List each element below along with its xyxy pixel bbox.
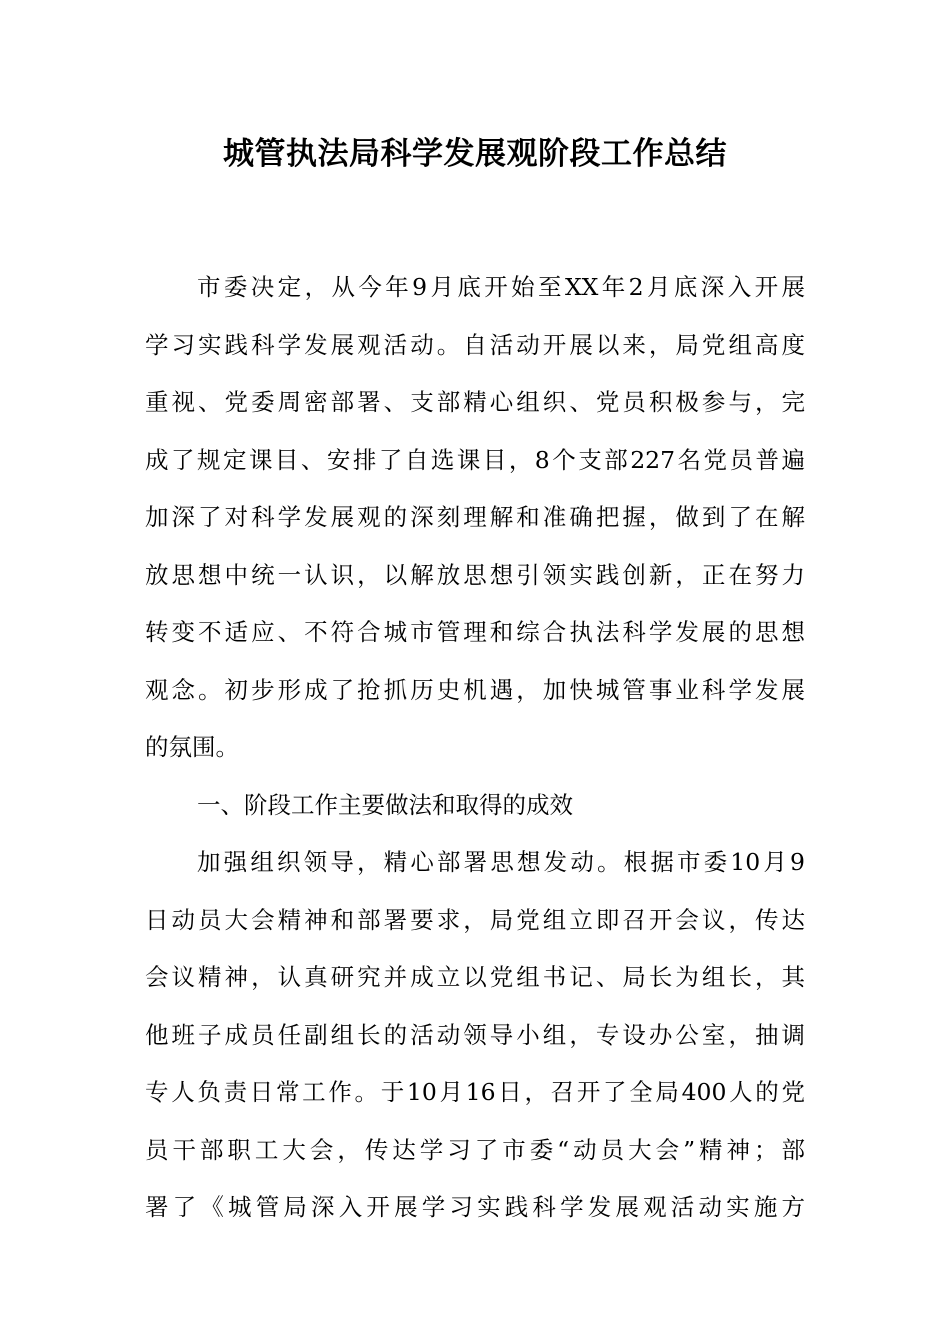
text-line: 成了规定课目、安排了自选课目，8个支部227名党员普遍 — [145, 445, 805, 474]
text-line: 加强组织领导，精心部署思想发动。根据市委10月9 — [197, 848, 805, 876]
text-line: 专人负责日常工作。于10月16日，召开了全局400人的党 — [145, 1078, 805, 1106]
text-line: 会议精神，认真研究并成立以党组书记、局长为组长，其 — [145, 963, 805, 991]
text-line: 的氛围。 — [145, 733, 239, 761]
text-line: 员干部职工大会，传达学习了市委“动员大会”精神；部 — [145, 1135, 805, 1164]
text-line: 加深了对科学发展观的深刻理解和准确把握，做到了在解 — [145, 503, 805, 531]
document-title: 城管执法局科学发展观阶段工作总结 — [223, 136, 727, 172]
text-line: 一、阶段工作主要做法和取得的成效 — [197, 790, 573, 819]
text-line: 放思想中统一认识，以解放思想引领实践创新，正在努力 — [145, 560, 805, 589]
text-line: 转变不适应、不符合城市管理和综合执法科学发展的思想 — [145, 618, 805, 646]
text-line: 观念。初步形成了抢抓历史机遇，加快城管事业科学发展 — [145, 675, 805, 704]
text-line: 重视、党委周密部署、支部精心组织、党员积极参与，完 — [145, 388, 805, 416]
text-line: 日动员大会精神和部署要求，局党组立即召开会议，传达 — [145, 905, 805, 934]
text-line: 学习实践科学发展观活动。自活动开展以来，局党组高度 — [145, 330, 805, 359]
document-body — [145, 259, 805, 1237]
text-line: 市委决定，从今年9月底开始至XX年2月底深入开展 — [197, 273, 805, 301]
text-line: 他班子成员任副组长的活动领导小组，专设办公室，抽调 — [145, 1020, 805, 1049]
text-line: 署了《城管局深入开展学习实践科学发展观活动实施方 — [145, 1193, 805, 1221]
